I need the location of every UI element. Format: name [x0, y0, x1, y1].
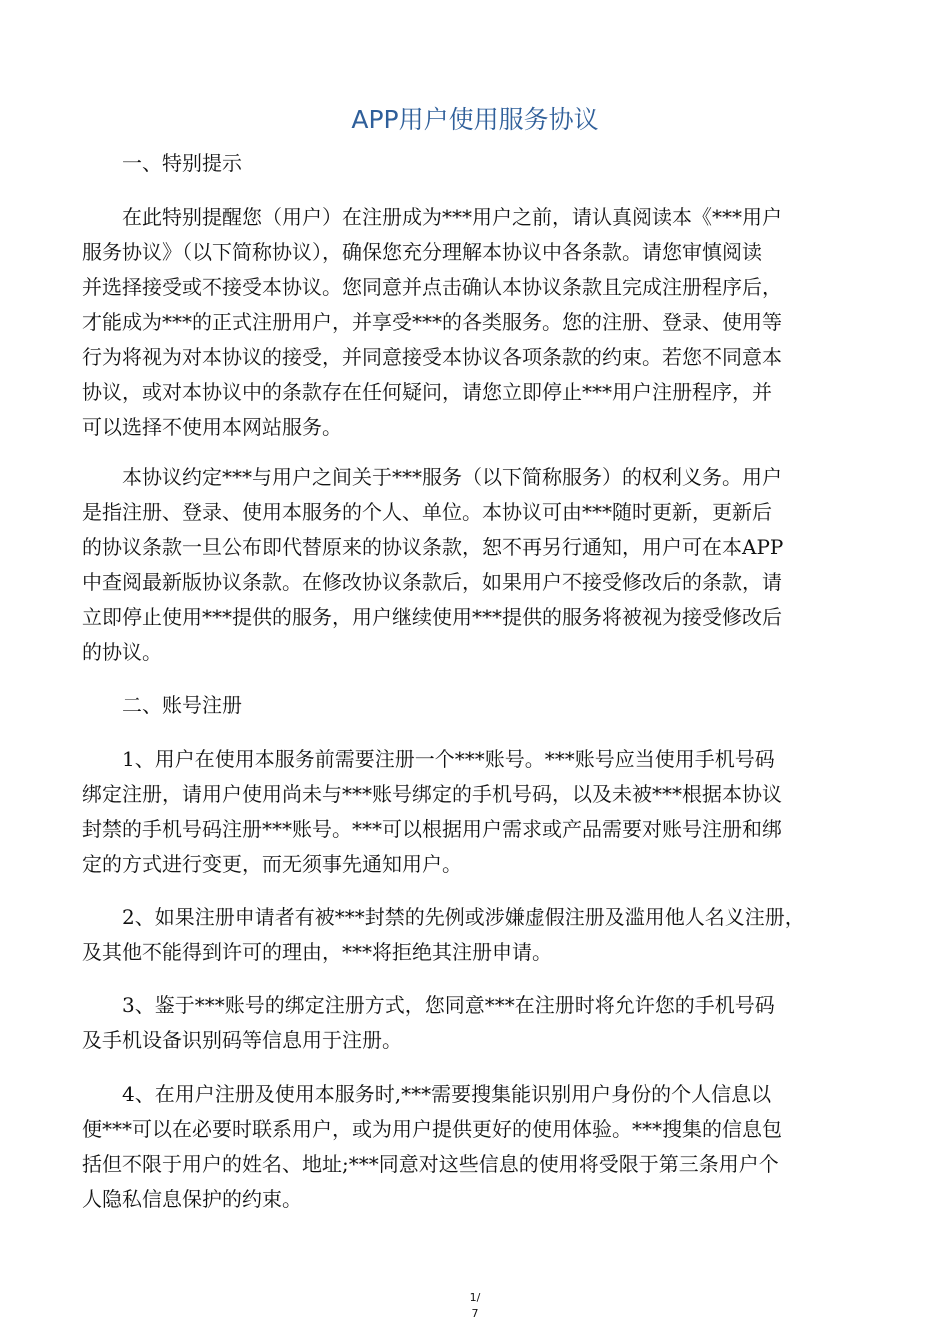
page-footer	[0, 1290, 950, 1322]
text-line: 及其他不能得到许可的理由，***将拒绝其注册申请。	[82, 940, 552, 964]
paragraph	[82, 1077, 862, 1217]
page-total: 7	[471, 1307, 479, 1320]
text-line: 并选择接受或不接受本协议。您同意并点击确认本协议条款且完成注册程序后，	[82, 275, 782, 299]
text-line: 1、用户在使用本服务前需要注册一个***账号。***账号应当使用手机号码	[122, 747, 775, 771]
text-line: 绑定注册，请用户使用尚未与***账号绑定的手机号码，以及未被***根据本协议	[82, 782, 782, 806]
text-line: 才能成为***的正式注册用户，并享受***的各类服务。您的注册、登录、使用等	[82, 310, 782, 334]
paragraph	[82, 988, 862, 1058]
section-heading: 二、账号注册	[122, 693, 242, 717]
text-line: 2、如果注册申请者有被***封禁的先例或涉嫌虚假注册及滥用他人名义注册，	[122, 905, 805, 929]
text-line: 是指注册、登录、使用本服务的个人、单位。本协议可由***随时更新，更新后	[82, 500, 772, 524]
text-line: 封禁的手机号码注册***账号。***可以根据用户需求或产品需要对账号注册和绑	[82, 817, 782, 841]
document-title: APP用户使用服务协议	[351, 105, 599, 134]
text-line: 4、在用户注册及使用本服务时,***需要搜集能识别用户身份的个人信息以	[122, 1082, 772, 1106]
text-line: 协议，或对本协议中的条款存在任何疑问，请您立即停止***用户注册程序，并	[82, 380, 772, 404]
text-line: 中查阅最新版协议条款。在修改协议条款后，如果用户不接受修改后的条款，请	[82, 570, 782, 594]
page-number: 1/	[469, 1291, 481, 1304]
text-line: 的协议。	[82, 640, 162, 664]
text-line: 本协议约定***与用户之间关于***服务（以下简称服务）的权利义务。用户	[122, 465, 782, 489]
text-line: 3、鉴于***账号的绑定注册方式，您同意***在注册时将允许您的手机号码	[122, 993, 775, 1017]
text-line: 的协议条款一旦公布即代替原来的协议条款，恕不再另行通知，用户可在本APP	[82, 535, 784, 559]
paragraph	[82, 742, 862, 882]
paragraph	[82, 460, 862, 670]
text-line: 在此特别提醒您（用户）在注册成为***用户之前，请认真阅读本《***用户	[122, 205, 782, 229]
text-line: 服务协议》（以下简称协议），确保您充分理解本协议中各条款。请您审慎阅读	[82, 240, 762, 264]
text-line: 及手机设备识别码等信息用于注册。	[82, 1028, 402, 1052]
text-line: 人隐私信息保护的约束。	[82, 1187, 302, 1211]
text-line: 定的方式进行变更，而无须事先通知用户。	[82, 852, 462, 876]
section-heading: 一、特别提示	[122, 151, 242, 175]
text-line: 便***可以在必要时联系用户，或为用户提供更好的使用体验。***搜集的信息包	[82, 1117, 782, 1141]
text-line: 可以选择不使用本网站服务。	[82, 415, 342, 439]
paragraph	[82, 900, 862, 970]
text-line: 行为将视为对本协议的接受，并同意接受本协议各项条款的约束。若您不同意本	[82, 345, 782, 369]
paragraph	[82, 200, 862, 445]
text-line: 括但不限于用户的姓名、地址;***同意对这些信息的使用将受限于第三条用户个	[82, 1152, 779, 1176]
text-line: 立即停止使用***提供的服务，用户继续使用***提供的服务将被视为接受修改后	[82, 605, 782, 629]
